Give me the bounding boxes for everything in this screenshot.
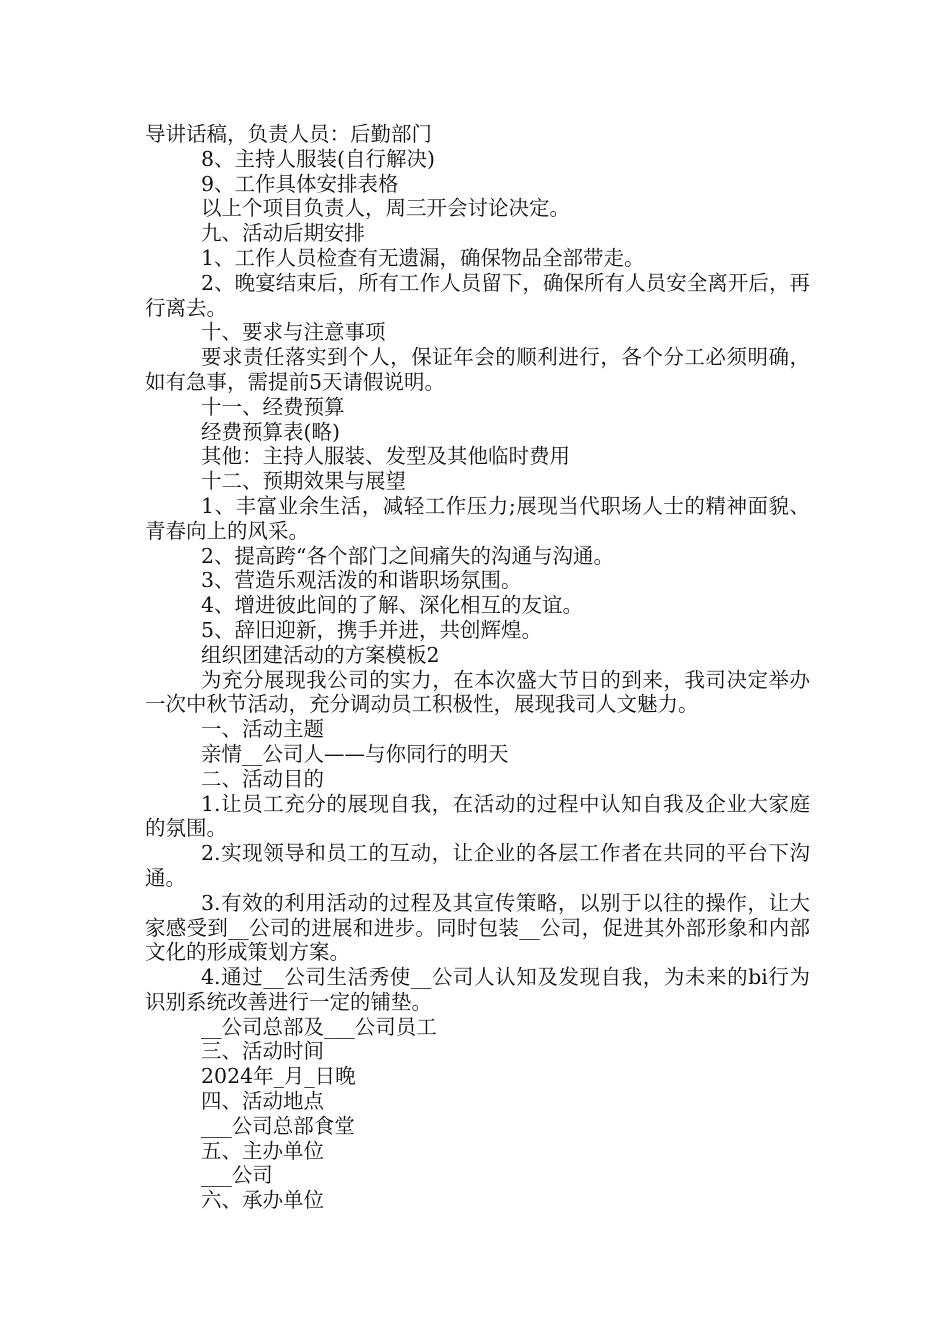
- paragraph: 要求责任落实到个人，保证年会的顺利进行，各个分工必须明确，如有急事，需提前5天请假说明。: [145, 345, 810, 394]
- paragraph: 1.让员工充分的展现自我，在活动的过程中认知自我及企业大家庭的氛围。: [145, 791, 810, 841]
- text-line: 2024年_月_日晚: [201, 1064, 356, 1089]
- section-heading: 十、要求与注意事项: [201, 320, 386, 345]
- text-line: __公司总部及___公司员工: [201, 1014, 437, 1039]
- text-line: 5、辞旧迎新，携手并进，共创辉煌。: [201, 617, 543, 642]
- section-heading: 五、主办单位: [201, 1138, 324, 1163]
- section-heading: 十二、预期效果与展望: [201, 469, 406, 494]
- section-heading: 二、活动目的: [201, 766, 324, 791]
- text-line: 亲情__公司人——与你同行的明天: [201, 741, 509, 766]
- paragraph: 为充分展现我公司的实力，在本次盛大节日的到来，我司决定举办一次中秋节活动，充分调动员工积极性，展现我司人文魅力。: [145, 667, 810, 717]
- text-line: 导讲话稿，负责人员：后勤部门: [145, 122, 432, 146]
- text-line: 1、工作人员检查有无遗漏，确保物品全部带走。: [201, 245, 645, 270]
- text-line: ___公司总部食堂: [201, 1113, 355, 1138]
- text-line: 2、提高跨“各个部门之间痛失的沟通与沟通。: [201, 543, 615, 568]
- paragraph: 1、丰富业余生活，减轻工作压力;展现当代职场人士的精神面貌、青春向上的风采。: [145, 493, 810, 543]
- section-heading: 四、活动地点: [201, 1089, 324, 1114]
- text-line: 9、工作具体安排表格: [201, 171, 399, 196]
- section-heading: 三、活动时间: [201, 1039, 324, 1064]
- text-line: 8、主持人服装(自行解决): [201, 146, 436, 171]
- text-line: 3、营造乐观活泼的和谐职场氛围。: [201, 568, 522, 593]
- text-line: ___公司: [201, 1163, 273, 1188]
- text-line: 4、增进彼此间的了解、深化相互的友谊。: [201, 593, 584, 618]
- paragraph: 3.有效的利用活动的过程及其宣传策略，以别于以往的操作，让大家感受到__公司的进展和进步。同时包装__公司，促进其外部形象和内部文化的形成策划方案。: [145, 890, 810, 965]
- paragraph: 2.实现领导和员工的互动，让企业的各层工作者在共同的平台下沟通。: [145, 841, 810, 890]
- document-body: [145, 122, 810, 1213]
- document-subtitle: 组织团建活动的方案模板2: [201, 642, 440, 667]
- paragraph: 2、晚宴结束后，所有工作人员留下，确保所有人员安全离开后，再行离去。: [145, 270, 810, 320]
- section-heading: 九、活动后期安排: [201, 221, 365, 246]
- text-line: 其他：主持人服装、发型及其他临时费用: [201, 444, 570, 469]
- text-line: 经费预算表(略): [201, 419, 340, 444]
- section-heading: 一、活动主题: [201, 717, 324, 742]
- text-line: 以上个项目负责人，周三开会讨论决定。: [201, 196, 570, 221]
- section-heading: 十一、经费预算: [201, 394, 345, 419]
- paragraph: 4.通过__公司生活秀使__公司人认知及发现自我，为未来的bi行为识别系统改善进行一定的铺垫。: [145, 965, 810, 1014]
- section-heading: 六、承办单位: [201, 1188, 324, 1213]
